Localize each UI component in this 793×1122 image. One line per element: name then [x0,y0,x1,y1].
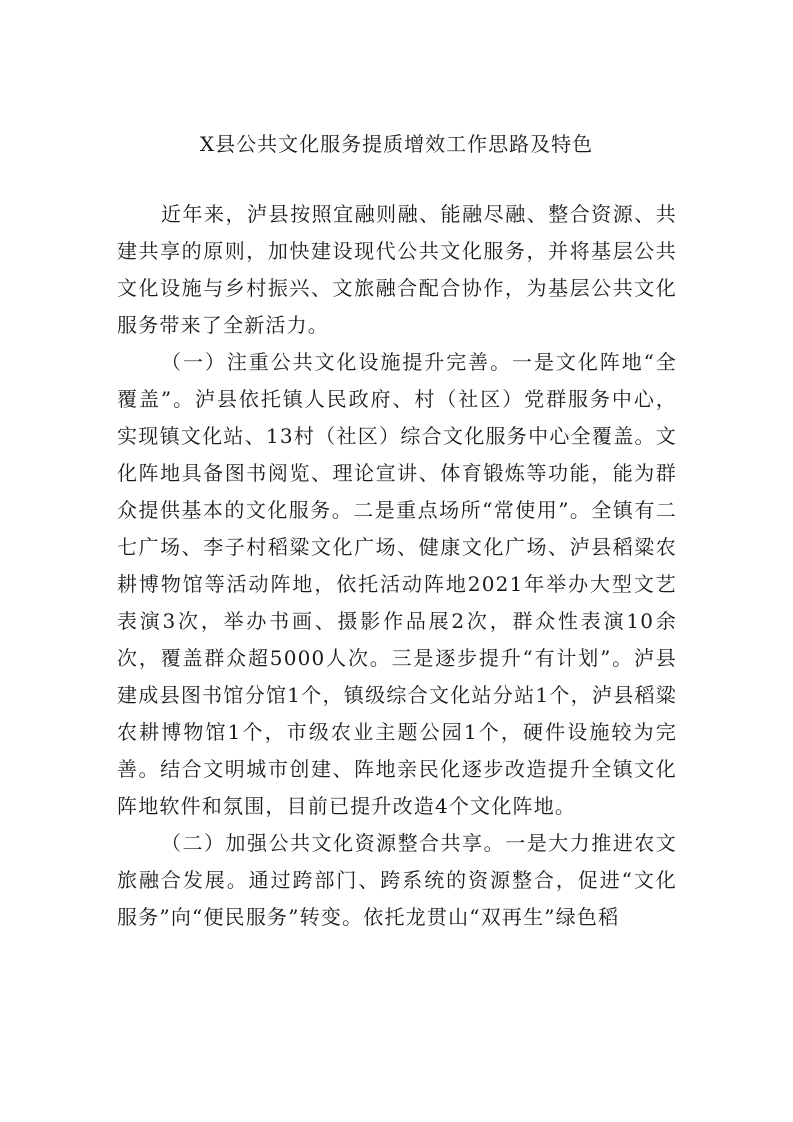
paragraph-section-1: （一）注重公共文化设施提升完善。一是文化阵地“全覆盖”。泸县依托镇人民政府、村（社区）党群服务中心，实现镇文化站、13村（社区）综合文化服务中心全覆盖。文化阵地具备图书阅览、理论宣讲、体育锻炼等功能，能为群众提供基本的文化服务。二是重点场所“常使用”。全镇有二七广场、李子村稻粱文化广场、健康文化广场、泸县稻粱农耕博物馆等活动阵地，依托活动阵地2021年举办大型文艺表演3次，举办书画、摄影作品展2次，群众性表演10余次，覆盖群众超5000人次。三是逐步提升“有计划”。泸县建成县图书馆分馆1个，镇级综合文化站分站1个，泸县稻粱农耕博物馆1个，市级农业主题公园1个，硬件设施较为完善。结合文明城市创建、阵地亲民化逐步改造提升全镇文化阵地软件和氛围，目前已提升改造4个文化阵地。 [117,350,677,818]
document-title: X县公共文化服务提质增效工作思路及特色 [199,132,594,156]
document-body [117,196,677,936]
paragraph-intro: 近年来，泸县按照宜融则融、能融尽融、整合资源、共建共享的原则，加快建设现代公共文化服务，并将基层公共文化设施与乡村振兴、文旅融合配合协作，为基层公共文化服务带来了全新活力。 [117,202,677,337]
paragraph-section-2: （二）加强公共文化资源整合共享。一是大力推进农文旅融合发展。通过跨部门、跨系统的资源整合，促进“文化服务”向“便民服务”转变。依托龙贯山“双再生”绿色稻 [117,831,677,929]
